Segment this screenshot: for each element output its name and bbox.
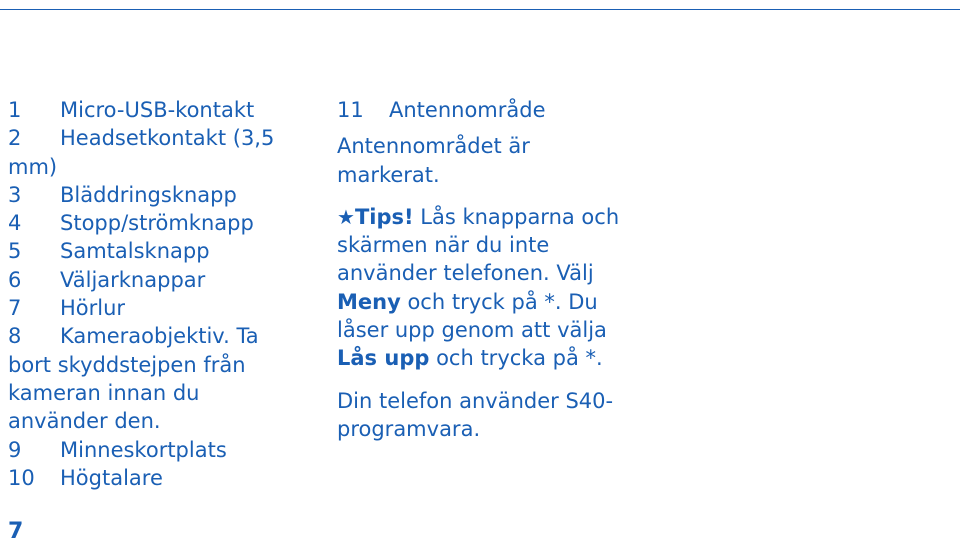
legend-item: 2 Headsetkontakt (3,5 [8,126,275,151]
legend-item: 4 Stopp/strömknapp [8,211,254,236]
legend-item: 1 Micro-USB-kontakt [8,98,255,122]
legend-item-continuation: bort skyddstejpen från [8,352,246,377]
legend-item: 11 Antennområde [337,98,546,122]
legend-item: 3 Bläddringsknapp [8,182,237,207]
legend-item-continuation: använder den. [8,409,161,434]
tip-block: ★Tips! Lås knapparna och skärmen när du inte använder telefonen. Välj Meny och tryck på *. Du låser upp genom att välja Lås upp och trycka på *. [337,204,620,371]
legend-item: 9 Minneskortplats [8,437,227,462]
page-number: 7 [8,519,24,544]
antenna-note: Antennområdet är markerat. [337,134,530,187]
legend-left-column [8,96,308,492]
legend-item: 6 Väljarknappar [8,267,206,292]
legend-item-continuation: mm) [8,154,58,179]
tip-heading: Tips! [354,204,414,229]
legend-item: 10 Högtalare [8,465,163,490]
legend-item: 5 Samtalsknapp [8,239,210,264]
top-rule [0,9,960,10]
legend-item: 8 Kameraobjektiv. Ta [8,324,259,349]
legend-item-continuation: kameran innan du [8,380,200,405]
legend-item: 7 Hörlur [8,296,126,321]
star-icon: ★ [337,204,355,229]
software-note: Din telefon använder S40- programvara. [337,388,614,441]
legend-right-column [337,96,637,443]
